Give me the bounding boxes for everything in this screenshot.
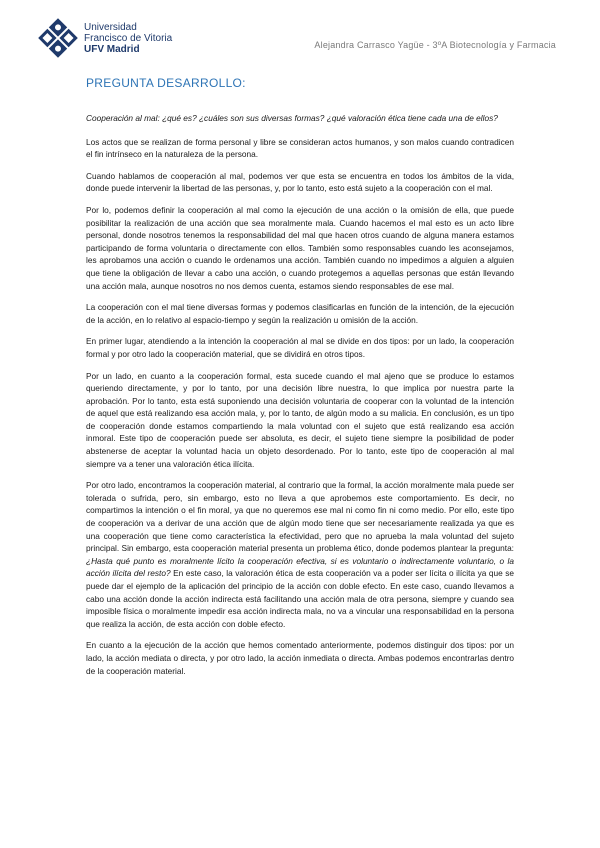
ufv-logo-icon (36, 16, 80, 60)
paragraph-4: La cooperación con el mal tiene diversas formas y podemos clasificarlas en función de la intención, de la ejecución de la acción, en lo relativo al espacio-tiempo y según la realización u omisión de la acción. (86, 302, 514, 325)
paragraph-6: Por un lado, en cuanto a la cooperación formal, esta sucede cuando el mal ajeno que se produce lo estamos queriendo directamente, y por lo tanto, por una decisión libre nuestra, lo que implica por nuestra parte la aprobación. Por lo tanto, esta está suponiendo una decisión voluntaria de cooperar con la voluntad de la intención de aquel que está realizando esa acción mala, y, por lo tanto, de algún modo a su malicia. En conclusión, es un tipo de cooperación donde estamos compartiendo la mala voluntad con el sujeto que está realizando esa acción inmoral. Este tipo de cooperación puede ser absoluta, es decir, el sujeto tiene siempre la posibilidad de poder abstenerse de aceptar la voluntad hacia un objeto desordenado. Por lo tanto, este tipo de cooperación al mal siempre va a tener una valoración ética ilícita. (86, 370, 514, 469)
question-text: Cooperación al mal: ¿qué es? ¿cuáles son sus diversas formas? ¿qué valoración ética tiene cada una de ellos? (86, 113, 498, 123)
author-header: Alejandra Carrasco Yagüe - 3ºA Biotecnología y Farmacia (314, 40, 556, 50)
document-body (86, 112, 514, 686)
paragraph-1: Los actos que se realizan de forma personal y libre se consideran actos humanos, y son malos cuando contradicen el fin intrínseco en la naturaleza de la persona. (86, 136, 514, 160)
paragraph-7-before: Por otro lado, encontramos la cooperación material, al contrario que la formal, la acción moralmente mala puede ser tolerada o sufrida, pero, sin embargo, esto no lleva a que aprobemos este comportamiento. Es decir, no compartimos la intención o el fin moral, ya que no queremos ese mal ni como fin ni como medio. Por ello, este tipo de cooperación va a derivar de una acción que de algún modo tiene que ser necesariamente realizada ya que es una cooperación que tiene como característica la efectividad, pero que no aprueba la mala voluntad del sujeto principal. Sin embargo, esta cooperación material presenta un problema ético, donde podemos plantear la pregunta: (86, 480, 514, 554)
paragraph-7 (86, 479, 514, 630)
paragraph-5: En primer lugar, atendiendo a la intención la cooperación al mal se divide en dos tipos: por un lado, la cooperación formal y por otro lado la cooperación material, que se dividirá en otros tipos. (86, 336, 514, 359)
logo-line-3: UFV Madrid (84, 44, 140, 55)
university-logo (36, 16, 172, 62)
logo-line-1: Universidad (84, 22, 137, 33)
paragraph-3: Por lo, podemos definir la cooperación al mal como la ejecución de una acción o la omisión de ella, que puede posibilitar la realización de una acción que sea moralmente mala. Cuando hacemos el mal esto es un acto libre personal, donde nosotros tenemos la responsabilidad del mal que hacen otros cuando de alguna manera estamos participando de forma voluntaria o directamente con ellos. También somo responsables cuando les aconsejamos, les aprobamos una acción o cuando le ordenamos una acción. También cuando no impedimos a alguien a alguien que tiene la obligación de llevar a cabo una acción, o cuando protegemos a aquellas personas que están llevando una acción mala, aunque nosotros no nos demos cuenta, estamos siendo responsables de ese mal. (86, 204, 514, 291)
section-title: PREGUNTA DESARROLLO: (86, 76, 246, 90)
paragraph-2: Cuando hablamos de cooperación al mal, podemos ver que esta se encuentra en todos los ámbitos de la vida, donde puede intervenir la libertad de las personas, y, por lo tanto, esto está sujeto a la cooperación con el mal. (86, 170, 514, 194)
logo-line-2: Francisco de Vitoria (84, 33, 173, 44)
paragraph-7-after: En este caso, la valoración ética de esta cooperación va a poder ser lícita o ilícita ya que se puede dar el ejemplo de la aplicación del principio de la acción con doble efecto. En este caso, cuando llevamos a cabo una acción donde la acción indirecta está facilitando una acción mala de otra persona, siempre y cuando sea imposible física o moralmente impedir esa acción indirecta mala, no va a vincular una responsabilidad en la persona que realiza la acción, de esta acción con doble efecto. (86, 568, 514, 629)
logo-text (84, 16, 172, 55)
paragraph-7-italic: ¿Hasta qué punto es moralmente lícito la cooperación efectiva, si es voluntario o indirectamente voluntario, o la acción ilícita del resto? (86, 555, 514, 579)
paragraph-8: En cuanto a la ejecución de la acción que hemos comentado anteriormente, podemos distinguir dos tipos: por un lado, la acción mediata o directa, y por otro lado, la acción inmediata o directa. Ambas podemos encontrarlas dentro de la cooperación material. (86, 640, 514, 676)
